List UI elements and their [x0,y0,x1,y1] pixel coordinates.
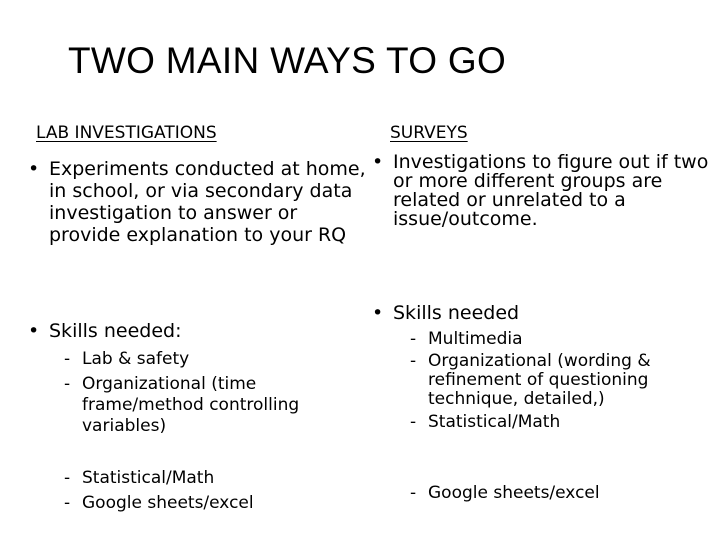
right-skill-label: Multimedia [428,329,523,349]
right-skill-label: Organizational (wording & refinement of questioning technique, detailed,) [428,351,651,409]
right-skill-item [410,329,708,350]
left-bullet-skills [28,320,369,342]
right-bullet-skills-text: Skills needed [393,302,520,324]
left-skill-label: Statistical/Math [82,468,215,488]
bullet-icon: • [28,158,40,180]
left-bullet-description [28,158,369,246]
dash-icon: - [410,483,417,503]
slide-title: TWO MAIN WAYS TO GO [68,40,507,81]
bullet-icon: • [372,151,384,173]
right-skill-item [410,412,708,433]
right-column-heading: SURVEYS [390,123,468,143]
dash-icon: - [64,349,71,369]
dash-icon: - [410,412,417,432]
right-bullet-description [372,153,713,229]
right-skill-label: Statistical/Math [428,412,561,432]
left-skill-item [64,468,352,489]
left-skill-item [64,374,352,437]
right-skill-label: Google sheets/excel [428,483,600,503]
right-skill-item [410,352,708,409]
left-bullet-skills-text: Skills needed: [49,320,182,342]
left-bullet-description-text: Experiments conducted at home, in school, or via secondary data investigation to answer or provide explanation to your RQ [49,158,366,246]
dash-icon: - [64,493,71,513]
left-skill-label: Organizational (time frame/method controlling variables) [82,374,300,436]
left-skill-item [64,493,352,514]
left-skill-label: Lab & safety [82,349,190,369]
left-skill-label: Google sheets/excel [82,493,254,513]
right-bullet-skills [372,302,713,324]
dash-icon: - [410,351,417,371]
right-bullet-description-text: Investigations to figure out if two or more different groups are related or unrelated to a issue/outcome. [393,151,709,230]
left-column-heading: LAB INVESTIGATIONS [36,123,217,143]
dash-icon: - [410,329,417,349]
dash-icon: - [64,468,71,488]
bullet-icon: • [28,320,40,342]
bullet-icon: • [372,302,384,324]
dash-icon: - [64,374,71,394]
right-skill-item [410,483,708,504]
left-skill-item [64,349,352,370]
